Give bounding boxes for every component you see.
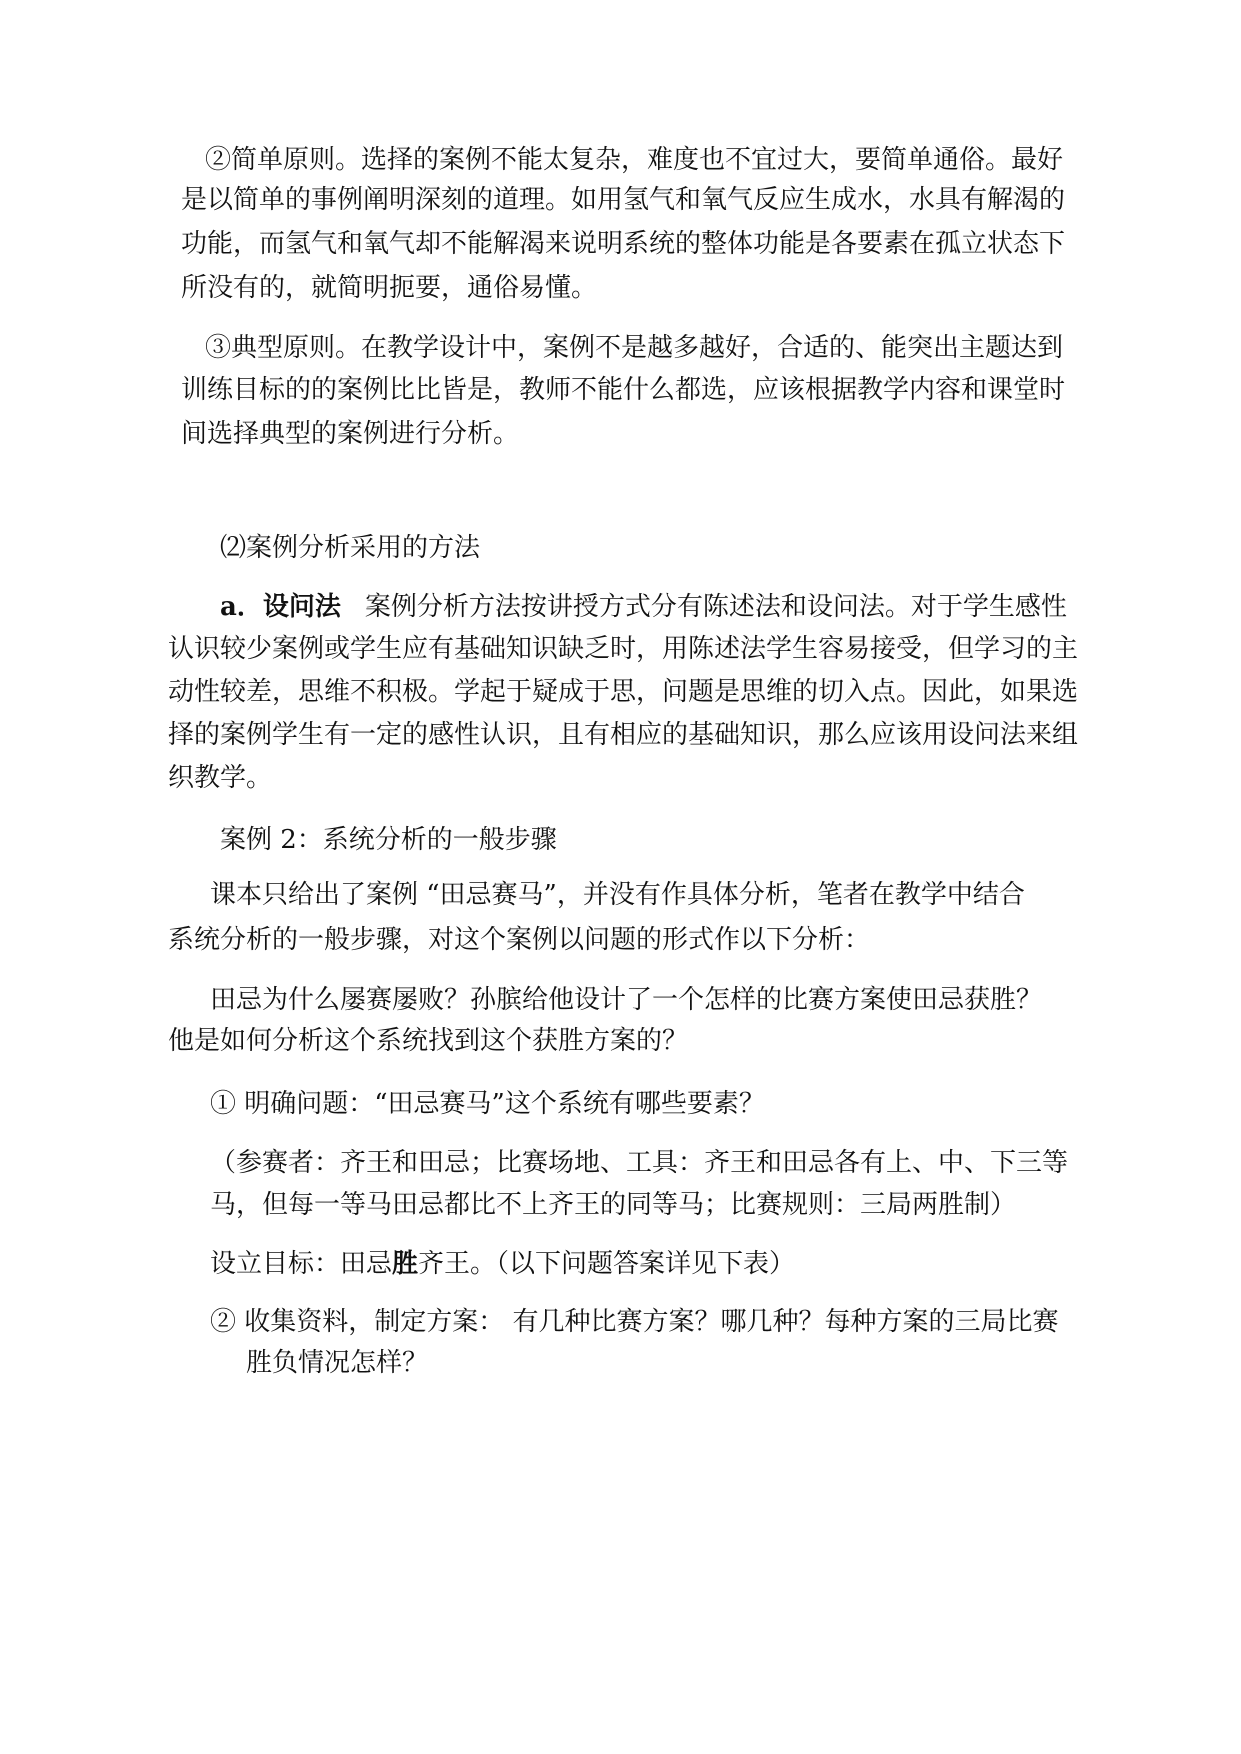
step-item: ② 收集资料，制定方案： 有几种比赛方案？哪几种？每种方案的三局比赛 — [210, 1307, 1059, 1337]
method-label: a．设问法 — [220, 592, 341, 622]
goal-bold: 胜 — [392, 1249, 419, 1279]
paragraph-line: 系统分析的一般步骤，对这个案例以问题的形式作以下分析： — [168, 925, 871, 955]
paragraph-line: 是以简单的事例阐明深刻的道理。如用氢气和氧气反应生成水，水具有解渴的 — [181, 185, 1066, 215]
step-item-continued: 胜负情况怎样？ — [246, 1348, 429, 1378]
paragraph-line: （参赛者：齐王和田忌；比赛场地、工具：齐王和田忌各有上、中、下三等 — [210, 1148, 1069, 1178]
paragraph-line: 间选择典型的案例进行分析。 — [181, 419, 520, 449]
paragraph-line: 田忌为什么屡赛屡败？孙膑给他设计了一个怎样的比赛方案使田忌获胜？ — [210, 985, 1043, 1015]
paragraph-line: ③典型原则。在教学设计中，案例不是越多越好，合适的、能突出主题达到 — [205, 333, 1064, 363]
paragraph-line: 功能，而氢气和氧气却不能解渴来说明系统的整体功能是各要素在孤立状态下 — [181, 229, 1066, 259]
paragraph-line: 他是如何分析这个系统找到这个获胜方案的？ — [168, 1026, 689, 1056]
paragraph-line: 织教学。 — [168, 763, 273, 793]
paragraph-line — [220, 591, 1067, 623]
case-title: 案例 2：系统分析的一般步骤 — [220, 825, 557, 855]
section-heading: ⑵案例分析采用的方法 — [220, 533, 481, 563]
paragraph-line: 择的案例学生有一定的感性认识，且有相应的基础知识，那么应该用设问法来组 — [168, 720, 1079, 750]
paragraph-line: 课本只给出了案例 “田忌赛马”，并没有作具体分析，笔者在教学中结合 — [210, 880, 1025, 910]
goal-text: 设立目标：田忌 — [210, 1249, 393, 1279]
paragraph-text: 案例分析方法按讲授方式分有陈述法和设问法。对于学生感性 — [364, 592, 1067, 622]
goal-text: 齐王。（以下问题答案详见下表） — [418, 1249, 796, 1279]
paragraph-line: 训练目标的的案例比比皆是，教师不能什么都选，应该根据教学内容和课堂时 — [181, 375, 1066, 405]
goal-line — [210, 1248, 795, 1280]
paragraph-line: 动性较差，思维不积极。学起于疑成于思，问题是思维的切入点。因此，如果选 — [168, 677, 1079, 707]
paragraph-line: ②简单原则。选择的案例不能太复杂，难度也不宜过大，要简单通俗。最好 — [205, 145, 1064, 175]
step-item: ① 明确问题：“田忌赛马”这个系统有哪些要素？ — [210, 1089, 765, 1119]
paragraph-line: 所没有的，就简明扼要，通俗易懂。 — [181, 273, 598, 303]
paragraph-line: 马，但每一等马田忌都比不上齐王的同等马；比赛规则：三局两胜制） — [210, 1190, 1017, 1220]
paragraph-line: 认识较少案例或学生应有基础知识缺乏时，用陈述法学生容易接受，但学习的主 — [168, 634, 1079, 664]
